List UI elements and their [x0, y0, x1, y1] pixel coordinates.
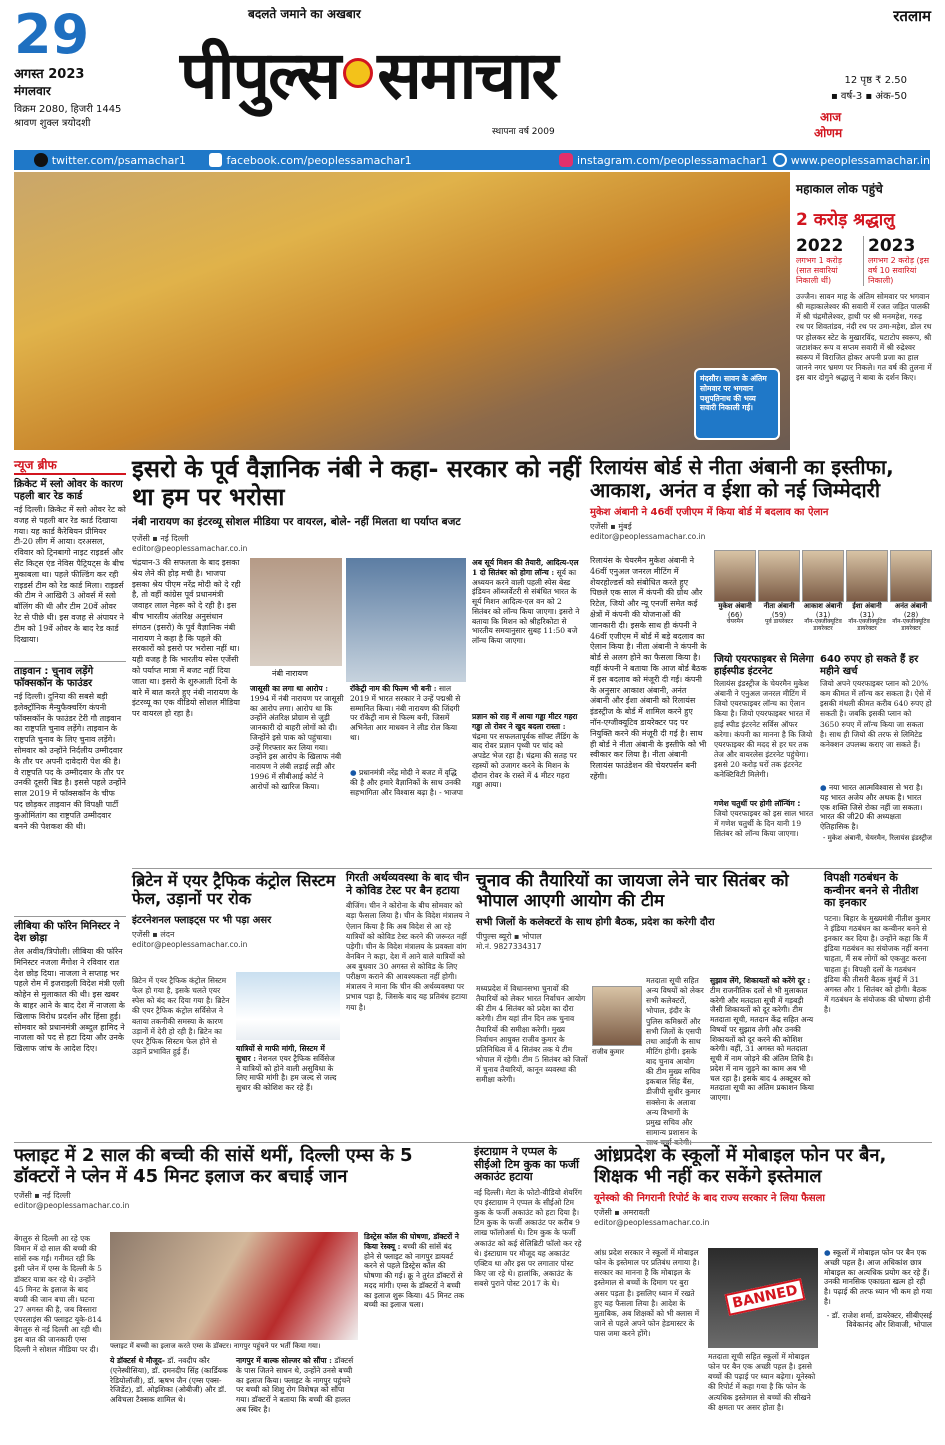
isro-byline: एजेंसी ▪ नई दिल्ली	[132, 534, 189, 544]
person-age: (66)	[727, 611, 743, 619]
britain-photo-caption	[236, 1044, 340, 1136]
date-weekday: मंगलवार	[14, 84, 51, 98]
date-samvat: विक्रम 2080, हिजरी 1445	[14, 104, 122, 115]
reliance-email: editor@peoplessamachar.co.in	[590, 532, 706, 541]
mobile-quote-box	[824, 1248, 932, 1434]
person-card	[714, 550, 756, 650]
year1-label: 2022	[796, 236, 844, 256]
person-card	[802, 550, 844, 650]
mobile-subhead: यूनेस्को की निगरानी रिपोर्ट के बाद राज्य सरकार ने लिया फैसला	[594, 1193, 826, 1205]
founded: स्थापना वर्ष 2009	[492, 127, 555, 137]
mobile-headline: आंध्रप्रदेश के स्कूलों में मोबाइल फोन पर बैन, शिक्षक भी नहीं कर सकेंगे इस्तेमाल	[594, 1145, 887, 1187]
mobile-email: editor@peoplessamachar.co.in	[594, 1218, 710, 1228]
isro-email: editor@peoplessamachar.co.in	[132, 544, 248, 554]
nitish-story	[824, 872, 932, 1138]
globe-icon	[773, 153, 787, 167]
title-left: पीपुल्स	[180, 37, 340, 114]
mahakal-headline: 2 करोड़ श्रद्धालु	[796, 210, 895, 230]
top-photo	[14, 172, 790, 450]
election-sub-title: सुझाव लेंगे, शिकायतों को करेंगे दूर :	[710, 976, 811, 985]
person-name: नीता अंबानी	[763, 602, 795, 610]
election-sub-body: टीम राजनीतिक दलों से भी मुलाकात करेगी और मतदाता सूची में गड़बड़ी जैसी शिकायतों को दूर करेगी। टीम मतदाता सूची, मतदान केंद्र सहित अन्य विषयों पर सुझाव लेगी और उनकी शिकायतों को दूर करने की कोशिश करेगी। वहीं, 31 अगस्त को मतदाता सूची में नाम जोड़ने की अंतिम तिथि है। प्रदेश में नाम जुड़ने का काम अब भी चल रहा है। इसके बाद 4 अक्टूबर को मतदाता सूची का अंतिम प्रकाशन किया जाएगा।	[710, 985, 814, 1102]
year-2022	[796, 236, 864, 286]
isro-col2-title: जासूसी का लगा था आरोप :	[250, 684, 329, 693]
nambi-photo	[250, 558, 342, 666]
brief-body: नई दिल्ली। क्रिकेट में स्लो ओवर रेट को वजह से पहली बार रेड कार्ड दिखाया गया। यह कार्ड कैरेबियन प्रीमियर टी-20 लीग में आया। दरअसल, रविवार को ट्रिनबागो नाइट राइडर्स और सेंट किट्स एंड नेविस पैट्रियट्स के बीच मुकाबला था। पहले फील्डिंग कर रही राइडर्स टीम को रेड कार्ड मिला। राइडर्स की टीम ने आखिरी 3 ओवर्स में स्लो बॉलिंग की थी और टीम 20वें ओवर रेट से पीछे थी। इस वजह से अंपायर ने टीम को 19वें ओवर के बाद रेड कार्ड दिखाया।	[14, 505, 126, 644]
person-name: ईशा अंबानी	[852, 602, 882, 610]
jio-box	[714, 654, 814, 864]
isro-col4	[472, 558, 580, 708]
rajiv-label: राजीव कुमार	[592, 1048, 625, 1056]
flight-col3-title: नागपुर में बाल्क सोल्जर को सौंपा :	[236, 1356, 332, 1365]
year1-text: लगभग 1 करोड़ (सात सवारियां निकाली थीं)	[796, 256, 842, 285]
isro-col4b-body: चंद्रमा पर सफलतापूर्वक सॉफ्ट लैंडिंग के बाद रोवर प्रज्ञान पृथ्वी पर चांद को अपडेट भेज रहा है। चंद्रमा की सतह पर रहस्यों को उजागर करने के मिशन के दौरान रोवर के रास्ते में 4 मीटर गहरा गड्ढा आया।	[472, 731, 579, 790]
person-photo	[802, 550, 844, 602]
election-subhead: सभी जिलों के कलेक्टरों के साथ होगी बैठक, प्रदेश का करेगी दौरा	[476, 917, 715, 929]
britain-caption-body: नेशनल एयर ट्रैफिक सर्विसेज ने यात्रियों को होने वाली असुविधा के लिए माफी मांगी है। हम जल्द से जल्द सुधार की कोशिश कर रहे हैं।	[236, 1053, 337, 1092]
election-story	[476, 872, 818, 1138]
edition-name: ओणम	[814, 126, 843, 140]
date-month: अगस्त 2023	[14, 67, 85, 82]
instagram-icon	[559, 153, 573, 167]
reliance-quote-attr: - मुकेश अंबानी, चेयरमैन, रिलायंस इंडस्ट्रीज	[822, 833, 932, 842]
nambi-label: नंबी नारायण	[272, 669, 308, 678]
mobile-byline: एजेंसी ▪ अमरावती	[594, 1208, 650, 1218]
mahakal-years	[796, 236, 932, 286]
nitish-headline: विपक्षी गठबंधन के कन्वीनर बनने से नीतीश का इनकार	[824, 871, 919, 910]
isro-col2	[250, 684, 344, 819]
election-sub	[710, 976, 818, 1136]
isro-col3-body: साल 2019 में भारत सरकार ने उन्हें पद्मश्री से सम्मानित किया। नंबी नारायण की जिंदगी पर रॉकेट्री नाम से फिल्म बनी, जिसमें अभिनेता आर माधवन ने लीड रोल किया था।	[350, 684, 461, 742]
masthead	[0, 0, 945, 146]
year2-text: लगभग 2 करोड़ (इस वर्ष 10 सवारियां निकाली)	[868, 256, 929, 285]
jio-body: रिलायंस इंडस्ट्रीज के चेयरमैन मुकेश अंबानी ने एनुअल जनरल मीटिंग में जियो एयरफाइबर लॉन्च का ऐलान किया है। जियो एयरफाइबर भारत में हाई स्पीड इंटरनेट सर्विस ऑफर करेगा। कंपनी का मानना है कि जियो एयरफाइबर की मदद से हर घर तक तेज और वायरलेस इंटरनेट पहुंचेगा। इससे 20 करोड़ घरों तक इंटरनेट कनेक्टिविटी मिलेगी।	[714, 679, 813, 780]
news-brief-label: न्यूज ब्रीफ	[14, 456, 126, 475]
price-box	[820, 654, 932, 864]
nitish-body: पटना। बिहार के मुख्यमंत्री नीतीश कुमार ने इंडिया गठबंधन का कन्वीनर बनने से इनकार कर दिया है। उन्होंने कहा कि मैं इंडिया गठबंधन का संयोजक नहीं बनना चाहता, मैं सब लोगों को एकजुट करना चाहता हूं। विपक्षी दलों के गठबंधन इंडिया की तीसरी बैठक मुंबई में 31 अगस्त और 1 सितंबर को होगी। बैठक में गठबंधन के संयोजक की घोषणा होनी है।	[824, 913, 931, 1015]
flight-col2-sub-body: डॉ. नवदीप कौर (एनेस्थीसिया), डॉ. दमनदीप सिंह (कार्डियक रेडियोलॉजी), डॉ. ऋषभ जैन (एम्स एक्स-रेजिडेंट), डॉ. ओइशिका (ओबीजी) और डॉ. अविचला टैक्सक शामिल थे।	[110, 1356, 228, 1404]
mobile-quote: स्कूलों में मोबाइल फोन पर बैन एक अच्छी पहल है। आज अधिकांश छात्र मोबाइल का अत्यधिक प्रयोग कर रहे हैं। उनकी मानसिक एकाग्रता खत्म हो रही है। पढ़ाई की तरफ ध्यान भी कम हो गया है।	[824, 1248, 933, 1306]
election-byline: पीपुल्स ब्यूरो ▪ भोपाल	[476, 932, 542, 942]
person-card	[890, 550, 932, 650]
pages-price: 12 पृष्ठ ₹ 2.50	[844, 75, 907, 86]
instagram-headline: इंस्टाग्राम ने एप्पल के सीईओ टिम कुक का फर्जी अकाउंट हटाया	[474, 1145, 579, 1184]
tagline: बदलते जमाने का अखबार	[248, 7, 361, 21]
brief-headline: लीबिया की फॉरेन मिनिस्टर ने देश छोड़ा	[14, 921, 120, 944]
reliance-body-p1: रिलायंस के चेयरमैन मुकेश अंबानी ने 46वीं एनुअल जनरल मीटिंग में शेयरहोल्डर्स को संबोधित करते हुए पिछले एक साल में कंपनी की ग्रोथ और रिटेल, जियो और न्यू एनर्जी समेत कई क्षेत्रों में कंपनी की योजनाओं की जानकारी दी। इसके साथ ही कंपनी ने 46वीं एजीएम में बोर्ड में बड़े बदलाव का ऐलान किया है। नीता अंबानी ने कंपनी के बोर्ड से अलग होने का फैसला किया है। वहीं कंपनी ने बताया कि आज बोर्ड बैठक में इस बदलाव को मंजूरी दी गई।	[590, 556, 707, 684]
isro-col4-title: अब सूर्य मिशन की तैयारी, आदित्य-एल 1 दो सितंबर को होगा लॉन्च :	[472, 558, 579, 577]
mahakal-title: महाकाल लोक पहुंचे	[796, 182, 883, 196]
person-age: (28)	[903, 611, 919, 619]
reliance-people	[714, 550, 932, 650]
bullet-icon: ●	[350, 768, 357, 777]
jio-sub: गणेश चतुर्थी पर होगी लॉन्चिंग :	[714, 799, 801, 808]
flight-email: editor@peoplessamachar.co.in	[14, 1201, 130, 1211]
isro-body: चंद्रयान-3 की सफलता के बाद इसका श्रेय लेने की होड़ मची है। भाजपा इसका श्रेय पीएम नरेंद्र मोदी को दे रही है, तो वहीं कांग्रेस पूर्व प्रधानमंत्री जवाहर लाल नेहरू को दे रही है। इस बीच भारतीय अंतरिक्ष अनुसंधान संगठन (इसरो) के पूर्व वैज्ञानिक नंबी नारायण ने कहा है कि पहले की सरकारों को इसरो पर भरोसा नहीं था। यही वजह है कि भारतीय स्पेस एजेंसी को पर्याप्त मात्रा में बजट नहीं दिया जाता था। इसरो के शुरुआती दिनों के बारे में बात करते हुए नंबी नारायण के इंटरव्यू का एक वीडियो सोशल मीडिया पर वायरल हो रहा है।	[132, 558, 241, 719]
divider	[14, 661, 126, 662]
election-body2: मतदाता सूची सहित अन्य विषयों को लेकर सभी कलेक्टरों, भोपाल, इंदौर के पुलिस कमिश्नरों और सभी जिलों के एसपी तथा आईजी के साथ मीटिंग होगी। इसके बाद चुनाव आयोग की टीम मुख्य सचिव इकबाल सिंह बैंस, डीजीपी सुधीर कुमार सक्सेना के अलावा अन्य विभागों के प्रमुख सचिव और सामान्य प्रशासन के	[646, 976, 704, 1137]
instagram-story	[474, 1146, 586, 1436]
election-headline: चुनाव की तैयारियों का जायजा लेने चार सितंबर को भोपाल आएगी आयोग की टीम	[476, 871, 789, 911]
brief-body: नई दिल्ली। दुनिया की सबसे बड़ी इलेक्ट्रॉनिक मैन्युफैक्चरिंग कंपनी फॉक्सकॉन के फाउंडर टेरी गौ ताइवान का राष्ट्रपति चुनाव लड़ेंगे। ताइवान के राष्ट्रपति चुनाव के लिए चुनाव लड़ेंगे। सोमवार को उन्होंने निर्दलीय उम्मीदवार के तौर पर अपनी दावेदारी पेश की है। वे राष्ट्रपति पद के उम्मीदवार के तौर पर उनकी दूसरी बिड है। इससे पहले उन्होंने साल 2019 में फॉक्सकॉन के चीफ पद छोड़कर ताइवान की विपक्षी पार्टी कुओमिंतांग का राष्ट्रपति उम्मीदवार बनने की पेशकश की थी।	[14, 692, 126, 831]
mobile-body: आंध्र प्रदेश सरकार ने स्कूलों में मोबाइल फोन के इस्तेमाल पर प्रतिबंध लगाया है। सरकार का मानना है कि मोबाइल के इस्तेमाल से बच्चों के दिमाग पर बुरा असर पड़ता है। इसलिए ध्यान में रखते हुए यह फैसला लिया है। आदेश के मुताबिक, अब शिक्षकों को भी क्लास में जाने से पहले अपने फोन हेडमास्टर के पास जमा करने होंगे।	[594, 1248, 700, 1338]
jio-headline: जियो एयरफाइबर से मिलेगा हाईस्पीड इंटरनेट	[714, 654, 814, 677]
isro-bullet	[350, 768, 466, 828]
city-name: रतलाम	[893, 7, 931, 25]
website-link[interactable]: www.peoplessamachar.in	[790, 153, 930, 167]
quote-box	[820, 783, 932, 832]
isro-col4-body: सूर्य का अध्ययन करने वाली पहली स्पेस बेस्ड इंडियन ऑब्जर्वेटरी से संबंधित भारत के सूर्य मिशन आदित्य-एल वन को 2 सितंबर को लॉन्च किया जाएगा। इसरो ने बताया कि मिशन को श्रीहरिकोटा से भारतीय समयानुसार सुबह 11:50 बजे लॉन्च किया जाएगा।	[472, 567, 580, 645]
isro-col3-title: रॉकेट्री नाम की फिल्म भी बनी :	[350, 684, 437, 693]
facebook-link[interactable]: facebook.com/peoplessamachar1	[226, 153, 412, 167]
flight-col2-sub: ये डॉक्टर्स थे मौजूद-	[110, 1356, 165, 1365]
brief-headline: क्रिकेट में स्लो ओवर के कारण पहली बार रेड कार्ड	[14, 479, 123, 502]
flight-col2-main	[364, 1232, 464, 1434]
isro-bullet-text: प्रधानमंत्री नरेंद्र मोदी ने बजट में वृद्धि की है और हमारे वैज्ञानिकों के साथ उनकी सहभागिता और विश्वास बढ़ा है।	[350, 768, 461, 797]
mobile-story	[594, 1146, 932, 1436]
quote-icon: ●	[824, 1248, 831, 1257]
logo-icon	[343, 58, 373, 88]
newspaper-title	[180, 18, 740, 128]
airplane-photo	[236, 972, 340, 1040]
person-role: नॉन-एक्जीक्यूटिव डायरेक्टर	[892, 618, 930, 632]
person-role: पूर्व डायरेक्टर	[764, 618, 794, 625]
person-card	[846, 550, 888, 650]
banned-phone-photo	[708, 1248, 818, 1348]
person-card	[758, 550, 800, 650]
china-body: बीजिंग। चीन ने कोरोना के बीच सोमवार को बड़ा फैसला लिया है। चीन के विदेश मंत्रालय ने ऐलान किया है कि अब विदेश से आ रहे यात्रियों को कोविड टेस्ट करने की जरूरत नहीं पड़ेगी। चीन के विदेश मंत्रालय के प्रवक्ता वांग वेनबिन ने कहा, देश में आने वाले यात्रियों को अब बुधवार 30 अगस्त से कोविड के लिए परीक्षण कराने की आवश्यकता नहीं होगी। मंत्रालय ने माना कि चीन की अर्थव्यवस्था पर प्रभाव पड़ा है, जिसके बाद यह प्रतिबंध हटाया गया है।	[346, 901, 470, 1012]
person-photo	[758, 550, 800, 602]
mobile-quote-attr: - डॉ. राजेश शर्मा, डायरेक्टर, सीबीएसई विवेकानंद और शिवाजी, भोपाल	[826, 1310, 932, 1330]
person-photo	[890, 550, 932, 602]
china-story	[346, 872, 470, 1138]
person-name: अनंत अंबानी	[894, 602, 928, 610]
flight-byline: एजेंसी ▪ नई दिल्ली	[14, 1191, 71, 1201]
britain-story	[132, 872, 340, 1138]
isro-subhead: नंबी नारायण का इंटरव्यू सोशल मीडिया पर वायरल, बोले- नहीं मिलता था पर्याप्त बजट	[132, 516, 461, 529]
election-body: मध्यप्रदेश में विधानसभा चुनावों की तैयारियों को लेकर भारत निर्वाचन आयोग की टीम 4 सितंबर को प्रदेश का दौरा करेगी। टीम यहां तीन दिन तक चुनाव तैयारियों की समीक्षा करेगी। मुख्य निर्वाचन आयुक्त राजीव कुमार के प्रतिनिधित्व में 4 सितंबर तक ये टीम भोपाल में रहेगी। टीम 5 सितंबर को जिलों में चुनाव तैयारियों, कानून व्यवस्था की समीक्षा करेगी।	[476, 984, 588, 1085]
brief-headline: ताइवान : चुनाव लड़ेंगे फॉक्सकॉन के फाउंडर	[14, 666, 94, 689]
isro-headline: इसरो के पूर्व वैज्ञानिक नंबी ने कहा- सरकार को नहीं था हम पर भरोसा	[132, 455, 581, 511]
isro-story	[132, 456, 582, 866]
section-divider	[14, 1142, 932, 1143]
flight-col2-title: डिस्ट्रेस कॉल की घोषणा, डॉक्टरों ने किया रेस्क्यू :	[364, 1232, 459, 1251]
britain-headline: ब्रिटेन में एयर ट्रैफिक कंट्रोल सिस्टम फेल, उड़ानों पर रोक	[132, 871, 336, 909]
date-block	[14, 3, 144, 143]
britain-caption-title: यात्रियों से माफी मांगी, सिस्टम में सुधार :	[236, 1044, 325, 1063]
date-paksha: श्रावण शुक्ल त्रयोदशी	[14, 118, 91, 129]
isro-col2-body: 1994 में नंबी नारायण पर जासूसी का आरोप लगा। आरोप था कि उन्होंने अंतरिक्ष प्रोग्राम से जुड़ी जानकारी दो बाहरी लोगों को दी। जिन्होंने इसे पाक को पहुंचाया। उन्हें गिरफ्तार कर लिया गया। उन्होंने इस आरोप के खिलाफ नंबी नारायण ने लंबी लड़ाई लड़ी और 1996 में सीबीआई कोर्ट ने आरोपों को खारिज किया।	[250, 693, 344, 791]
mobile-body2: मतदाता सूची सहित स्कूलों में मोबाइल फोन पर बैन एक अच्छी पहल है। इससे बच्चों की पढ़ाई पर ध्यान बढ़ेगा। यूनेस्को की रिपोर्ट में कहा गया है कि फोन के अत्यधिक इस्तेमाल से बच्चों की सीखने की क्षमता पर असर होता है।	[708, 1352, 816, 1412]
reliance-byline: एजेंसी ▪ मुंबई	[590, 522, 632, 531]
title-right: समाचार	[377, 37, 557, 114]
reliance-subhead: मुकेश अंबानी ने 46वीं एजीएम में किया बोर्ड में बदलाव का ऐलान	[590, 507, 829, 518]
britain-subhead: इंटरनेशनल फ्लाइट्स पर भी पड़ा असर	[132, 914, 272, 926]
instagram-link[interactable]: instagram.com/peoplessamachar1	[576, 153, 768, 167]
flight-photo	[110, 1232, 358, 1340]
isro-col4b	[472, 712, 580, 862]
social-bar	[14, 150, 930, 170]
flight-col2	[110, 1356, 230, 1434]
flight-body: बेंगलुरु से दिल्ली आ रहे एक विमान में दो साल की बच्ची की सांसें रुक गईं। गनीमत रही कि इसी प्लेन में एम्स के दिल्ली के 5 डॉक्टर यात्रा कर रहे थे। उन्होंने 45 मिनट के इलाज के बाद बच्ची की जान बचा ली। घटना 27 अगस्त की है, जब विस्तारा एयरलाइंस की फ्लाइट यूके-814 बेंगलुरु से नई दिल्ली आ रही थी। इस बात की जानकारी एम्स दिल्ली ने सोशल मीडिया पर दी।	[14, 1234, 102, 1355]
reliance-headline: रिलायंस बोर्ड से नीता अंबानी का इस्तीफा, आकाश, अनंत व ईशा को नई जिम्मेदारी	[590, 455, 894, 502]
reliance-body-p2: कंपनी के अनुसार आकाश अंबानी, अनंत अंबानी और ईशा अंबानी को रिलायंस इंडस्ट्रीज के बोर्ड में शामिल करने हुए नॉन-एग्जीक्यूटिव डायरेक्टर पद पर नियुक्ति करने की मंजूरी दी गई है। साथ ही बोर्ड ने नीता अंबानी के इस्तीफे को भी स्वीकार कर लिया है। नीता अंबानी रिलायंस फाउंडेशन की चेयरपर्सन बनी रहेंगी।	[590, 674, 707, 781]
edition-label: आज	[820, 110, 842, 124]
banned-stamp: BANNED	[725, 1278, 806, 1316]
reliance-body	[590, 556, 708, 856]
instagram-body: नई दिल्ली। मेटा के फोटो-वीडियो शेयरिंग एप इंस्टाग्राम ने एप्पल के सीईओ टिम कुक के फर्जी अकाउंट को हटा दिया है। टिम कुक के फर्जी अकाउंट पर करीब 9 लाख फॉलोअर्स थे। टिम कुक के फर्जी अकाउंट को कई सेलिब्रिटी फॉलो कर रहे थे। इंस्टाग्राम पर मौजूद यह अकाउंट एक्टिव था और इस पर लगातार पोस्ट किए जा रहे थे। हालांकि, अकाउंट के सबसे पुराने पोस्ट 2017 के थे।	[474, 1187, 582, 1289]
twitter-icon	[34, 153, 48, 167]
britain-byline: एजेंसी ▪ लंदन	[132, 929, 175, 939]
flight-story	[14, 1146, 464, 1436]
photo-caption-box	[694, 368, 780, 440]
photo-caption: मंदसौर। सावन के अंतिम सोमवार पर भगवान पशुपतिनाथ की भव्य सवारी निकाली गई।	[700, 374, 767, 413]
person-role: नॉन-एक्जीक्यूटिव डायरेक्टर	[804, 618, 842, 632]
volume-info: ▪ वर्ष-3 ▪ अंक-50	[830, 91, 907, 102]
mahakal-body: उज्जैन। सावन माह के अंतिम सोमवार पर भगवान श्री महाकालेश्वर की सवारी में रजत जड़ित पालकी में श्री चंद्रमौलेश्वर, हाथी पर श्री मनमहेश, गरुड़ रथ पर शिवतांडव, नंदी रथ पर उमा-महेश, डोल रथ पर होलकर स्टेट के मुखारविंद, घटाटोप स्वरूप, श्री जटाशंकर रूप व सप्तम सवारी में श्री रुद्रेश्वर स्वरूप में विराजित होकर अपनी प्रजा का हाल जानने नगर भ्रमण पर निकले। गत वर्ष की तुलना में इस बार दोगुने श्रद्धालु ने बाबा के दर्शन किए।	[796, 292, 932, 382]
person-photo	[846, 550, 888, 602]
person-photo	[714, 550, 756, 602]
flight-col3-body: डॉक्टर्स के पास जितने साधन थे, उन्होंने उनसे बच्ची का इलाज किया। फ्लाइट के नागपुर पहुंचने पर बच्ची को शिशु रोग विशेषज्ञ को सौंपा गया। डॉक्टरों ने बताया कि बच्ची की हालत अब स्थिर है।	[236, 1356, 354, 1414]
person-role: चेयरमैन	[726, 618, 744, 625]
reliance-story	[590, 456, 932, 866]
person-age: (31)	[859, 611, 875, 619]
isro-col4b-title: प्रज्ञान को राह में आया गड्ढा मीटर गहरा गड्ढा तो रोवर ने खुद बदला रास्ता :	[472, 712, 578, 731]
facebook-icon	[209, 153, 223, 167]
flight-photo-caption: फ्लाइट में बच्ची का इलाज करते एम्स के डॉक्टर। नागपुर पहुंचने पर भर्ती किया गया।	[110, 1342, 321, 1350]
divider	[14, 916, 126, 917]
price-headline: 640 रुपए हो सकते हैं हर महीने खर्च	[820, 654, 919, 677]
britain-body: ब्रिटेन में एयर ट्रैफिक कंट्रोल सिस्टम फेल हो गया है, इसके चलते एयर स्पेस को बंद कर दिया गया है। ब्रिटेन की एयर ट्रैफिक कंट्रोल सर्विसेज ने बताया तकनीकी समस्या के कारण उड़ानों में देरी हो रही है। ब्रिटेन का एयर ट्रैफिक सिस्टम फेल होने से उड़ानें प्रभावित हुई हैं।	[132, 976, 230, 1056]
year2-label: 2023	[868, 236, 916, 256]
person-age: (59)	[771, 611, 787, 619]
isro-col3	[350, 684, 466, 764]
flight-col3	[236, 1356, 358, 1434]
person-name: आकाश अंबानी	[803, 602, 843, 610]
flight-headline: फ्लाइट में 2 साल की बच्ची की सांसें थमीं, दिल्ली एम्स के 5 डॉक्टरों ने प्लेन में 45 मिनट इलाज कर बचाई जान	[14, 1145, 413, 1187]
section-divider	[132, 868, 932, 869]
quote-icon: ●	[820, 783, 827, 792]
news-brief-column	[14, 456, 126, 1111]
election-phone: मो.नं. 9827334317	[476, 942, 542, 952]
date-day: 29	[14, 3, 90, 66]
twitter-link[interactable]: twitter.com/psamachar1	[51, 153, 186, 167]
isro-bullet-attr: - भाजपा	[439, 787, 463, 797]
china-headline: गिरती अर्थव्यवस्था के बाद चीन ने कोविड टेस्ट पर बैन हटाया	[346, 871, 469, 897]
year-2023	[864, 236, 932, 286]
reliance-quote: नया भारत आत्मविश्वास से भरा है। यह भारत अजेय और अथक है। भारत एक शक्ति जिसे रोका नहीं जा सकता। भारत की जी20 की अध्यक्षता ऐतिहासिक है।	[820, 783, 923, 831]
brief-body: तेल अवीव/त्रिपोली। लीबिया की फॉरेन मिनिस्टर नजला मैंगोश ने रविवार रात देश छोड़ दिया। नाजला ने सप्ताह भर पहले रोम में इजराइली विदेश मंत्री एली कोहेन से मुलाकात की थी। इस खबर के बाहर आने के बाद देश में नाजला के खिलाफ विरोध प्रदर्शन और हिंसा हुई। सोमवार को प्रधानमंत्री अब्दुल हामिद ने नाजला को पद से हटा दिया और उनके खिलाफ जांच के आदेश दिए।	[14, 947, 125, 1054]
britain-email: editor@peoplessamachar.co.in	[132, 939, 248, 949]
person-role: नॉन-एक्जीक्यूटिव डायरेक्टर	[848, 618, 886, 632]
person-name: मुकेश अंबानी	[718, 602, 752, 610]
person-age: (31)	[815, 611, 831, 619]
mahakal-sidebar	[796, 180, 932, 450]
flight-col2-body: बच्ची की सांसें बंद होने से फ्लाइट को नागपुर डायवर्ट करने से पहले डिस्ट्रेस कॉल की घोषणा की गई। क्रू ने तुरंत डॉक्टरों से मदद मांगी। एम्स के डॉक्टरों ने बच्ची का इलाज शुरू किया। 45 मिनट तक बच्ची का इलाज चला।	[364, 1241, 464, 1310]
jio-sub-body: जियो एयरफाइबर को इस साल भारत में गणेश चतुर्थी के दिन यानी 19 सितंबर को लॉन्च किया जाएगा।	[714, 809, 814, 839]
rocket-photo	[346, 558, 466, 682]
price-body: जियो अपने एयरफाइबर प्लान को 20% कम कीमत में लॉन्च कर सकता है। ऐसे में इसकी मंथली कीमत करीब 640 रुपए हो सकती है। जबकि इसकी प्लान को 3650 रुपए में लॉन्च किया जा सकता है। साथ ही जियो की तरफ से लिमिटेड कनेक्शन उपलब्ध कराए जा सकते हैं।	[820, 679, 932, 749]
